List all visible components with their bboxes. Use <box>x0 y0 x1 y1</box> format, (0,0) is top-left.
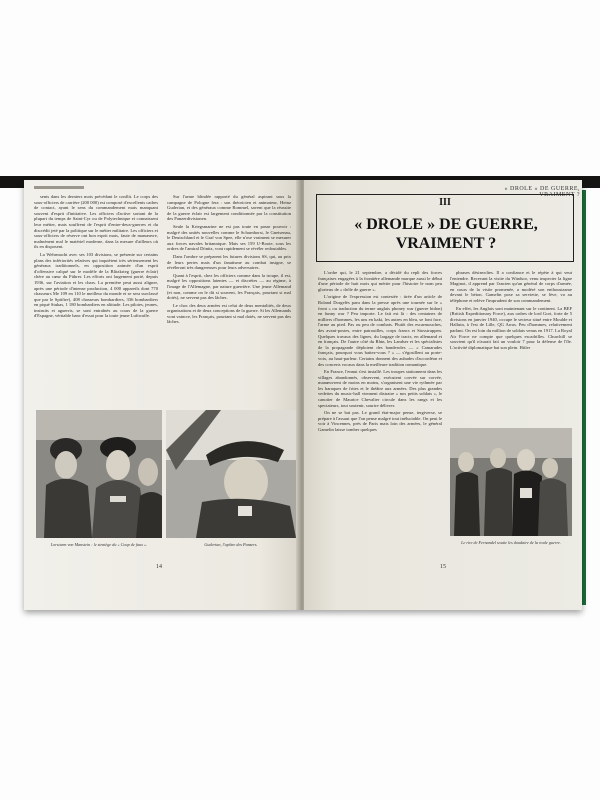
paragraph: La Wehrmacht avec ses 103 divisions, se présente sur certains plans des infériorités relatives qui inquiètent très sérieusement les généraux traditionnels, en opposition animée d'un esprit d'offensive calqué sur le modèle de la Blitzkrieg (guerre éclair) chère au cœur du Führer. Les efforts ont largement porté, depuis 1936, sur l'aviation et les chars. La première peut aussi aligner, après une période d'intense production, 4 000 appareils dont 770 chasseurs Me 109 en 110 le meilleur du monde et se sera surclassé que par le Spitfire), 408 chasseurs bombardiers, 336 bombardiers en piqué Stukas, 1 180 bombardiers en altitude. Les pilotes, jeunes, instruits et aguerris, se sont entraînés au cours de la guerre d'Espagne, véritable banc d'essai pour la toute jeune Luftwaffe. <box>34 251 158 319</box>
chapter-heading-box <box>316 194 574 262</box>
paragraph: L'origine de l'expression est contestée : tirée d'un article de Roland Dorgelès paru dans la presse après une tournée sur le « front » ou traduction du terme anglais phoney war (guerre bidon) en funny war ? Peu importe. Le fait est là : des centaines de milliers d'hommes, les uns en kaki, les autres en bleu, se font face, l'arme au pied. Pas ou peu de combats. Plutôt des escarmouches, des avant-postes, entre patrouilles, corps francs et Stosstruppen. Quelques travaux des lignes, du largage de tracts, en allemand et en français. De l'autre côté du Rhin, les Landser et les spécialistes de la propagande déploient des banderoles — « Camarades français, pourquoi vous battez-vous ? » — s'égosillent au porte-voix, au haut-parleur. Certains donnent des aubades d'accordéon et des concerts vocaux dans la meilleure tradition romantique. <box>318 294 442 367</box>
paragraph: En effet, les Anglais sont maintenant sur le continent. La BEF (British Expeditionary Force), aux ordres de lord Gort, forte de 5 divisions en janvier 1940, occupe le secteur situé entre Moulde et Halluin, à l'est de Lille, QG Arras. Peu d'hommes, relativement parlant. On est loin du million de soldats venus en 1917. La Royal Air Force ne compte que quelques escadrilles. Churchill se souvient qu'il n'aurait fait un vouloir 7 pour la défense de l'île. L'activité diplomatique bat son plein. Hitler <box>450 305 572 350</box>
paragraph: L'ordre qui, le 21 septembre, a décidé du repli des forces françaises engagées à la frontière allemande marque aussi le début d'une période de huit mois qui mérite pour l'histoire le nom peu glorieux de « drôle de guerre ». <box>318 270 442 292</box>
paragraph: En France, l'ennui s'est installé. Les troupes stationnent dans les villages abandonnés, observent, exécutent corvée sur corvée, manœuvrent de moins en moins, s'organisent une vie rythmée par les baraques de frites et le théâtre aux armées. Des plus grandes vedettes du music-hall viennent distraire « nos petits soldats », le canotier de Maurice Chevalier circule dans les rangs et les spectateurs, tout soutenir, sourire délivrer. <box>318 369 442 408</box>
photo-fernandel-caption: Le rire de Fernandel soutie les doudaire de la roule guerre. <box>461 540 561 545</box>
photo-manstein <box>36 410 162 538</box>
photo-fernandel <box>450 428 572 536</box>
paragraph: sents dans les derniers mois précédant le conflit. Le corps des sous-officiers de carrière (200 000) est composé d'excellents cadres de contact, ayant le sens du commandement mais manquant souvent d'esprit d'initiative. Les officiers d'active sortant de la plupart du temps de Saint-Cyr ou de Polytechnique et connaissent leur métier, mais souffrent de l'esprit d'entre-deux-guerres et du discrédit jeté par la politique sur le métier militaire. Les officiers et sous-officiers de réserve ont bon esprit mais, faute de manœuvre, malmènent mal le matériel moderne, dans la mesure d'ailleurs où ils en disposent. <box>34 194 158 250</box>
paragraph: Seule la Kriegsmarine ne est pas toute en passe pouvoir : malgré des unités nouvelles comme le Scharnhorst, le Gneisenau, le Deutschland et le Graf von Spee, elle n'ose vraiment se mesurer aux forces navales britannique. Mais ses 159 U-Boote, sous les ordres de l'amiral Dönitz, vont rapidement se révéler redoutables. <box>167 223 291 252</box>
chapter-number: III <box>439 197 451 208</box>
left-running-head <box>34 186 84 189</box>
chapter-title-line-1: « DROLE » DE GUERRE, <box>354 216 538 233</box>
right-running-head: « DROLE » DE GUERRE, VRAIMENT ? <box>504 186 580 198</box>
paragraph: Quant à l'esprit, chez les officiers comme dans la troupe, il est, malgré les oppositions latentes — et discrètes — au régime, à l'image de l'Allemagne, par nature guerrière. Une jeune Allemand (et non, comme on le dit si souvent, les Français, pourtant si mal dotés), ne servent pas des lâches. <box>167 272 291 301</box>
right-page <box>304 180 582 610</box>
chapter-title-line-2: VRAIMENT ? <box>395 235 497 252</box>
right-page-column-2 <box>450 270 572 420</box>
photo-guderian-caption: Guderian, l'apôtre des Panzers. <box>204 542 258 547</box>
paragraph: Dans l'ombre se préparent les futures divisions SS, qui, au prix de leurs pertes mais d'un fanatisme au combat insigne, se révéleront très dangereuses pour leurs adversaires. <box>167 253 291 271</box>
open-book <box>24 180 582 610</box>
paragraph: phrases désinvoltes. Il a confiance et le répète à qui veut l'entendre. Recevant la visite du Windsor, venu inspecter la ligne Maginot, il apprend par l'ancien qu'un général de corps d'armée, en cours de la visite promenée, a modéré son enthousiasme devant le béton. Gamelin pose sa serviette, se lève, va au téléphone et relève l'imprudent de son commandement. <box>450 270 572 303</box>
photo-manstein-image <box>36 410 162 538</box>
photo-guderian <box>166 410 296 538</box>
left-page-column-2 <box>167 194 291 327</box>
paragraph: Le choc des deux armées est celui de deux mentalités, de deux organisations et de deux conceptions de la guerre. Si les Allemands vont vaincre, les Français, pourtant si mal dotés, ne servent pas des lâches. <box>167 302 291 325</box>
left-page-number: 14 <box>156 564 162 570</box>
right-page-column-1 <box>318 270 442 570</box>
left-page <box>24 180 300 610</box>
paragraph: Sur l'arme blindée rapporté du général aspirant sous la campagne de Pologne fera : son théoricien et animateur, Heinz Guderian, et des généraux comme Rommel, savent que la réussite de la guerre éclair est largement conditionnée par la constitution des Panzerdivisionen. <box>167 194 291 222</box>
photo-guderian-image <box>166 410 296 538</box>
photo-fernandel-image <box>450 428 572 536</box>
left-page-column-1 <box>34 194 158 321</box>
chapter-title <box>323 215 569 253</box>
paragraph: On ne se bat pas. Le grand état-major pense, tergiverse, se prépare à l'assaut que l'on pense malgré tout inéluctable. On peut le voir à Vincennes, près de Paris mais loin des armées, le général Gamelin laisse tomber quelques <box>318 410 442 433</box>
photo-manstein-caption: Lorsturm von Manstein : le stratège du « Coup de faux ». <box>50 542 148 547</box>
right-page-number: 15 <box>440 564 446 570</box>
